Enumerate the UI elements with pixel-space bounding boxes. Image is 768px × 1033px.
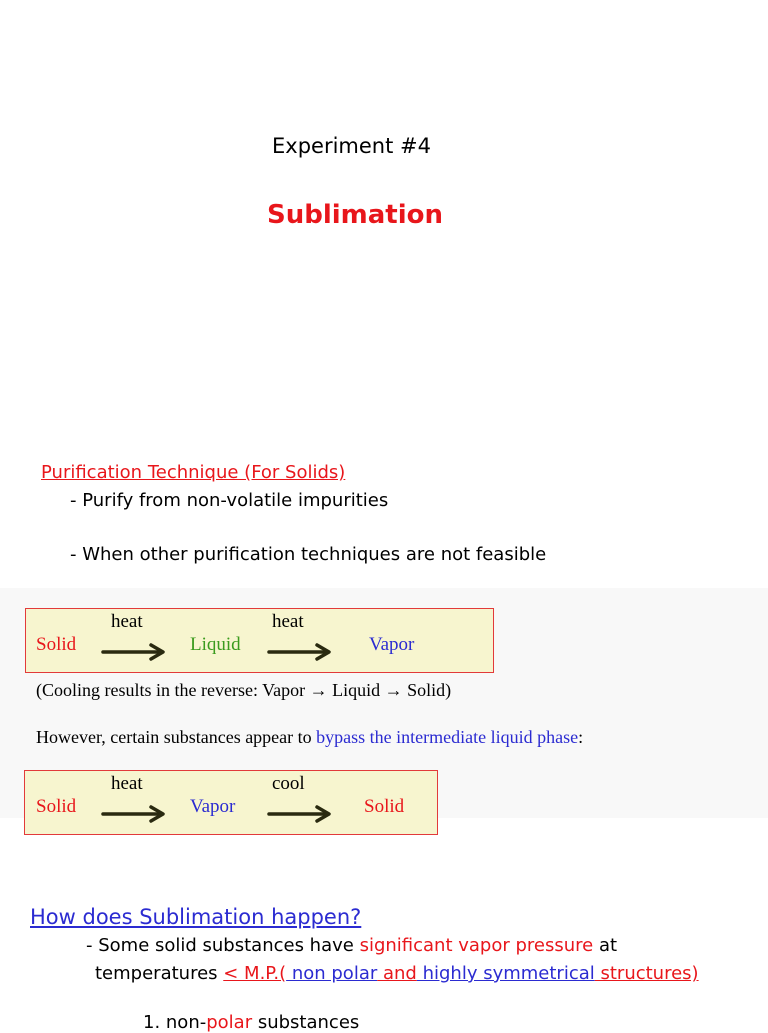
line-2-mp: < M.P.(	[223, 963, 287, 984]
arrow-label-heat-2: heat	[272, 611, 304, 632]
right-arrow-icon	[101, 803, 167, 825]
line-2-and: and	[377, 963, 417, 984]
right-arrow-icon	[267, 641, 333, 663]
line-2-prefix: temperatures	[95, 963, 224, 984]
however-prefix: However, certain substances appear to	[36, 727, 317, 747]
purification-bullet-1: - Purify from non-volatile impurities	[70, 490, 389, 511]
cooling-suffix: Solid)	[402, 680, 452, 700]
experiment-number: Experiment #4	[272, 134, 431, 158]
line-1-highlight: significant vapor pressure	[359, 935, 594, 956]
phase-diagram-solid-liquid-vapor	[25, 608, 494, 673]
line-1-prefix: - Some solid substances have	[86, 935, 360, 956]
arrow-glyph-icon: →	[309, 680, 328, 700]
purification-heading: Purification Technique (For Solids)	[41, 462, 346, 483]
sublimation-explanation-line-1	[86, 935, 617, 956]
state-solid: Solid	[36, 634, 77, 655]
line-1-suffix: at	[593, 935, 618, 956]
state-vapor: Vapor	[369, 634, 415, 655]
state-solid-final: Solid	[364, 796, 405, 817]
state-vapor: Vapor	[190, 796, 236, 817]
purification-bullet-2: - When other purification techniques are not feasible	[70, 544, 547, 565]
however-suffix: :	[578, 727, 584, 747]
however-note	[36, 727, 583, 748]
sublimation-explanation-line-2	[95, 963, 699, 984]
line-2-structures: structures)	[594, 963, 699, 984]
arrow-label-cool: cool	[272, 773, 305, 794]
item-1-suffix: substances	[252, 1012, 360, 1033]
right-arrow-icon	[101, 641, 167, 663]
arrow-glyph-icon: →	[384, 680, 403, 700]
line-2-symmetrical: highly symmetrical	[416, 963, 595, 984]
item-1-prefix: 1. non-	[143, 1012, 207, 1033]
item-1-highlight: polar	[206, 1012, 253, 1033]
arrow-label-heat-1: heat	[111, 611, 143, 632]
state-solid: Solid	[36, 796, 77, 817]
arrow-label-heat: heat	[111, 773, 143, 794]
how-heading: How does Sublimation happen?	[30, 905, 362, 929]
page-title: Sublimation	[267, 200, 444, 230]
cooling-prefix: (Cooling results in the reverse: Vapor	[36, 680, 310, 700]
right-arrow-icon	[267, 803, 333, 825]
however-highlight: bypass the intermediate liquid phase	[316, 727, 579, 747]
cooling-mid: Liquid	[327, 680, 385, 700]
list-item-1	[143, 1012, 359, 1033]
cooling-note	[36, 680, 451, 701]
state-liquid: Liquid	[190, 634, 241, 655]
line-2-nonpolar: non polar	[286, 963, 378, 984]
